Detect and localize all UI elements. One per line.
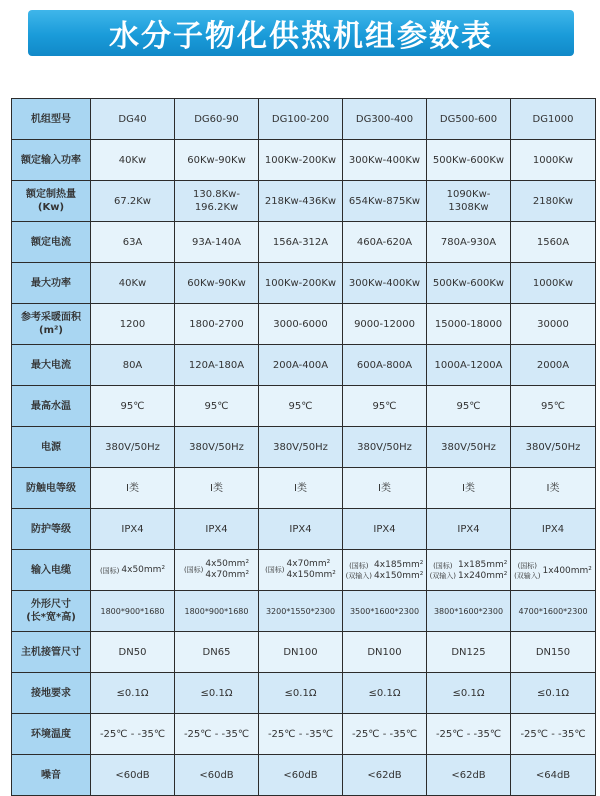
value-cell: -25℃ - -35℃ [175,714,259,755]
value-cell: 500Kw-600Kw [427,140,511,181]
value-cell: 1800*900*1680 [91,591,175,632]
cable-cell [175,550,259,591]
value-cell: <62dB [427,755,511,796]
value-cell: DN100 [343,632,427,673]
title-banner [28,10,574,56]
cable-size: 4x150mm² [374,570,424,581]
value-cell: 4700*1600*2300 [511,591,596,632]
value-cell: 93A-140A [175,222,259,263]
row-label-line: (长*宽*高) [26,612,76,623]
value-cell: 100Kw-200Kw [259,263,343,304]
value-cell: 60Kw-90Kw [175,140,259,181]
value-cell: DN125 [427,632,511,673]
cable-size: 1x240mm² [458,570,508,581]
value-cell: IPX4 [343,509,427,550]
cable-tags [430,561,456,581]
value-cell: I类 [343,468,427,509]
row-label [12,591,91,632]
cable-cell [343,550,427,591]
cable-spec [514,561,592,581]
cable-tags [514,561,540,581]
value-cell: 95℃ [427,386,511,427]
value-cell: 95℃ [175,386,259,427]
value-cell: IPX4 [175,509,259,550]
value-cell: DN65 [175,632,259,673]
value-cell: 1000A-1200A [427,345,511,386]
value-cell: I类 [175,468,259,509]
cable-spec [100,565,165,576]
value-cell: 3000-6000 [259,304,343,345]
model-cell: DG1000 [511,99,596,140]
value-cell: <64dB [511,755,596,796]
cable-spec [430,560,508,582]
value-cell: 654Kw-875Kw [343,181,427,222]
value-cell: 1800-2700 [175,304,259,345]
value-cell: 95℃ [259,386,343,427]
cable-sizes [121,565,165,576]
value-cell: 380V/50Hz [259,427,343,468]
cable-sizes [205,559,249,581]
table-row [12,714,596,755]
table-row [12,509,596,550]
value-cell: -25℃ - -35℃ [427,714,511,755]
cable-tags [346,561,372,581]
cable-size: 4x185mm² [374,559,424,570]
table-row [12,181,596,222]
value-cell: -25℃ - -35℃ [511,714,596,755]
cable-standard-tag: (国标) [99,566,120,575]
cable-size: 4x70mm² [205,570,250,580]
value-cell: 30000 [511,304,596,345]
model-cell: DG60-90 [175,99,259,140]
table-row [12,755,596,796]
cable-sizes [374,560,423,582]
row-label: 主机接管尺寸 [12,632,91,673]
table-row [12,632,596,673]
row-label: 最大功率 [12,263,91,304]
value-cell: 780A-930A [427,222,511,263]
model-cell: DG100-200 [259,99,343,140]
cable-standard-tag: (双输入) [345,571,373,580]
value-cell: 60Kw-90Kw [175,263,259,304]
table-row [12,304,596,345]
cable-size: 1x400mm² [542,565,592,576]
table-row [12,468,596,509]
cable-standard-tag: (国标) [183,566,204,574]
cable-spec [265,559,336,581]
value-cell: IPX4 [91,509,175,550]
value-cell: 40Kw [91,140,175,181]
row-label: 接地要求 [12,673,91,714]
cable-size: 4x70mm² [286,559,331,569]
cable-size: 4x50mm² [121,565,166,575]
value-cell: ≤0.1Ω [175,673,259,714]
value-cell: 380V/50Hz [511,427,596,468]
value-cell: <62dB [343,755,427,796]
cable-spec [184,559,249,581]
value-cell: <60dB [259,755,343,796]
row-label-line: (m²) [39,325,63,336]
value-cell: DN50 [91,632,175,673]
cable-size: 4x150mm² [286,570,336,580]
page-title: 水分子物化供热机组参数表 [109,19,493,54]
model-cell: DG40 [91,99,175,140]
table-row [12,140,596,181]
cable-standard-tag: (国标) [433,561,453,570]
cable-cell [91,550,175,591]
row-label-line: 参考采暖面积 [21,312,81,323]
cable-standard-tag: (国标) [517,562,538,570]
value-cell: 95℃ [343,386,427,427]
value-cell: 218Kw-436Kw [259,181,343,222]
cable-sizes [287,559,336,581]
row-label-stack [14,188,88,214]
table-row [12,550,596,591]
cable-standard-tag: (国标) [265,566,285,574]
value-cell: -25℃ - -35℃ [343,714,427,755]
value-cell: 300Kw-400Kw [343,263,427,304]
cable-standard-tag: (双输入) [514,572,541,580]
table-body [12,99,596,796]
model-cell: DG300-400 [343,99,427,140]
row-label: 电源 [12,427,91,468]
model-cell: DG500-600 [427,99,511,140]
value-cell: 3800*1600*2300 [427,591,511,632]
value-cell: ≤0.1Ω [259,673,343,714]
row-label: 额定输入功率 [12,140,91,181]
value-cell: 1200 [91,304,175,345]
cable-standard-tag: (国标) [349,561,369,570]
value-cell: 1090Kw-1308Kw [427,181,511,222]
value-cell: 1000Kw [511,263,596,304]
value-cell: ≤0.1Ω [511,673,596,714]
value-cell: I类 [427,468,511,509]
value-cell: 120A-180A [175,345,259,386]
row-label [12,181,91,222]
value-cell: ≤0.1Ω [427,673,511,714]
row-label: 输入电缆 [12,550,91,591]
row-label-line: 外形尺寸 [31,599,71,610]
row-label: 噪音 [12,755,91,796]
cable-cell [427,550,511,591]
value-cell: 80A [91,345,175,386]
value-cell: 95℃ [511,386,596,427]
cable-standard-tag: (双输入) [429,571,457,580]
parameter-table-container [11,98,595,781]
cable-tags [184,565,203,575]
value-cell: 300Kw-400Kw [343,140,427,181]
value-cell: 67.2Kw [91,181,175,222]
value-cell: DN100 [259,632,343,673]
cable-tags [265,565,284,575]
value-cell: -25℃ - -35℃ [259,714,343,755]
value-cell: 2180Kw [511,181,596,222]
value-cell: -25℃ - -35℃ [91,714,175,755]
value-cell: <60dB [175,755,259,796]
value-cell: IPX4 [511,509,596,550]
value-cell: 130.8Kw-196.2Kw [175,181,259,222]
table-row [12,591,596,632]
value-cell: 40Kw [91,263,175,304]
row-label: 最高水温 [12,386,91,427]
value-cell: 1000Kw [511,140,596,181]
value-cell: ≤0.1Ω [91,673,175,714]
value-cell: 63A [91,222,175,263]
row-label: 最大电流 [12,345,91,386]
table-row [12,386,596,427]
row-label: 防护等级 [12,509,91,550]
table-row [12,345,596,386]
value-cell: 1560A [511,222,596,263]
row-label-stack [14,311,88,337]
row-label: 防触电等级 [12,468,91,509]
value-cell: 2000A [511,345,596,386]
header-row [12,99,596,140]
value-cell: 600A-800A [343,345,427,386]
value-cell: IPX4 [259,509,343,550]
cable-cell [259,550,343,591]
value-cell: 460A-620A [343,222,427,263]
value-cell: 15000-18000 [427,304,511,345]
row-label-line: (Kw) [37,202,65,213]
cable-size: 1x185mm² [458,559,508,570]
value-cell: 380V/50Hz [343,427,427,468]
value-cell: 200A-400A [259,345,343,386]
value-cell: 1800*900*1680 [175,591,259,632]
value-cell: <60dB [91,755,175,796]
table-row [12,263,596,304]
value-cell: 3200*1550*2300 [259,591,343,632]
value-cell: 3500*1600*2300 [343,591,427,632]
table-row [12,673,596,714]
value-cell: 380V/50Hz [91,427,175,468]
cable-cell [511,550,596,591]
value-cell: 500Kw-600Kw [427,263,511,304]
value-cell: 380V/50Hz [175,427,259,468]
table-row [12,427,596,468]
value-cell: I类 [259,468,343,509]
value-cell: 9000-12000 [343,304,427,345]
cable-sizes [458,560,507,582]
header-label: 机组型号 [12,99,91,140]
row-label-stack [14,598,88,624]
value-cell: 95℃ [91,386,175,427]
row-label: 额定电流 [12,222,91,263]
cable-size: 4x50mm² [205,559,250,569]
value-cell: I类 [91,468,175,509]
value-cell: IPX4 [427,509,511,550]
value-cell: 380V/50Hz [427,427,511,468]
value-cell: ≤0.1Ω [343,673,427,714]
cable-tags [100,566,119,576]
value-cell: 156A-312A [259,222,343,263]
cable-sizes [543,566,592,577]
value-cell: DN150 [511,632,596,673]
cable-spec [346,560,424,582]
value-cell: 100Kw-200Kw [259,140,343,181]
parameter-table [11,98,596,796]
row-label-line: 额定制热量 [26,189,76,200]
row-label: 环境温度 [12,714,91,755]
table-row [12,222,596,263]
value-cell: I类 [511,468,596,509]
row-label [12,304,91,345]
